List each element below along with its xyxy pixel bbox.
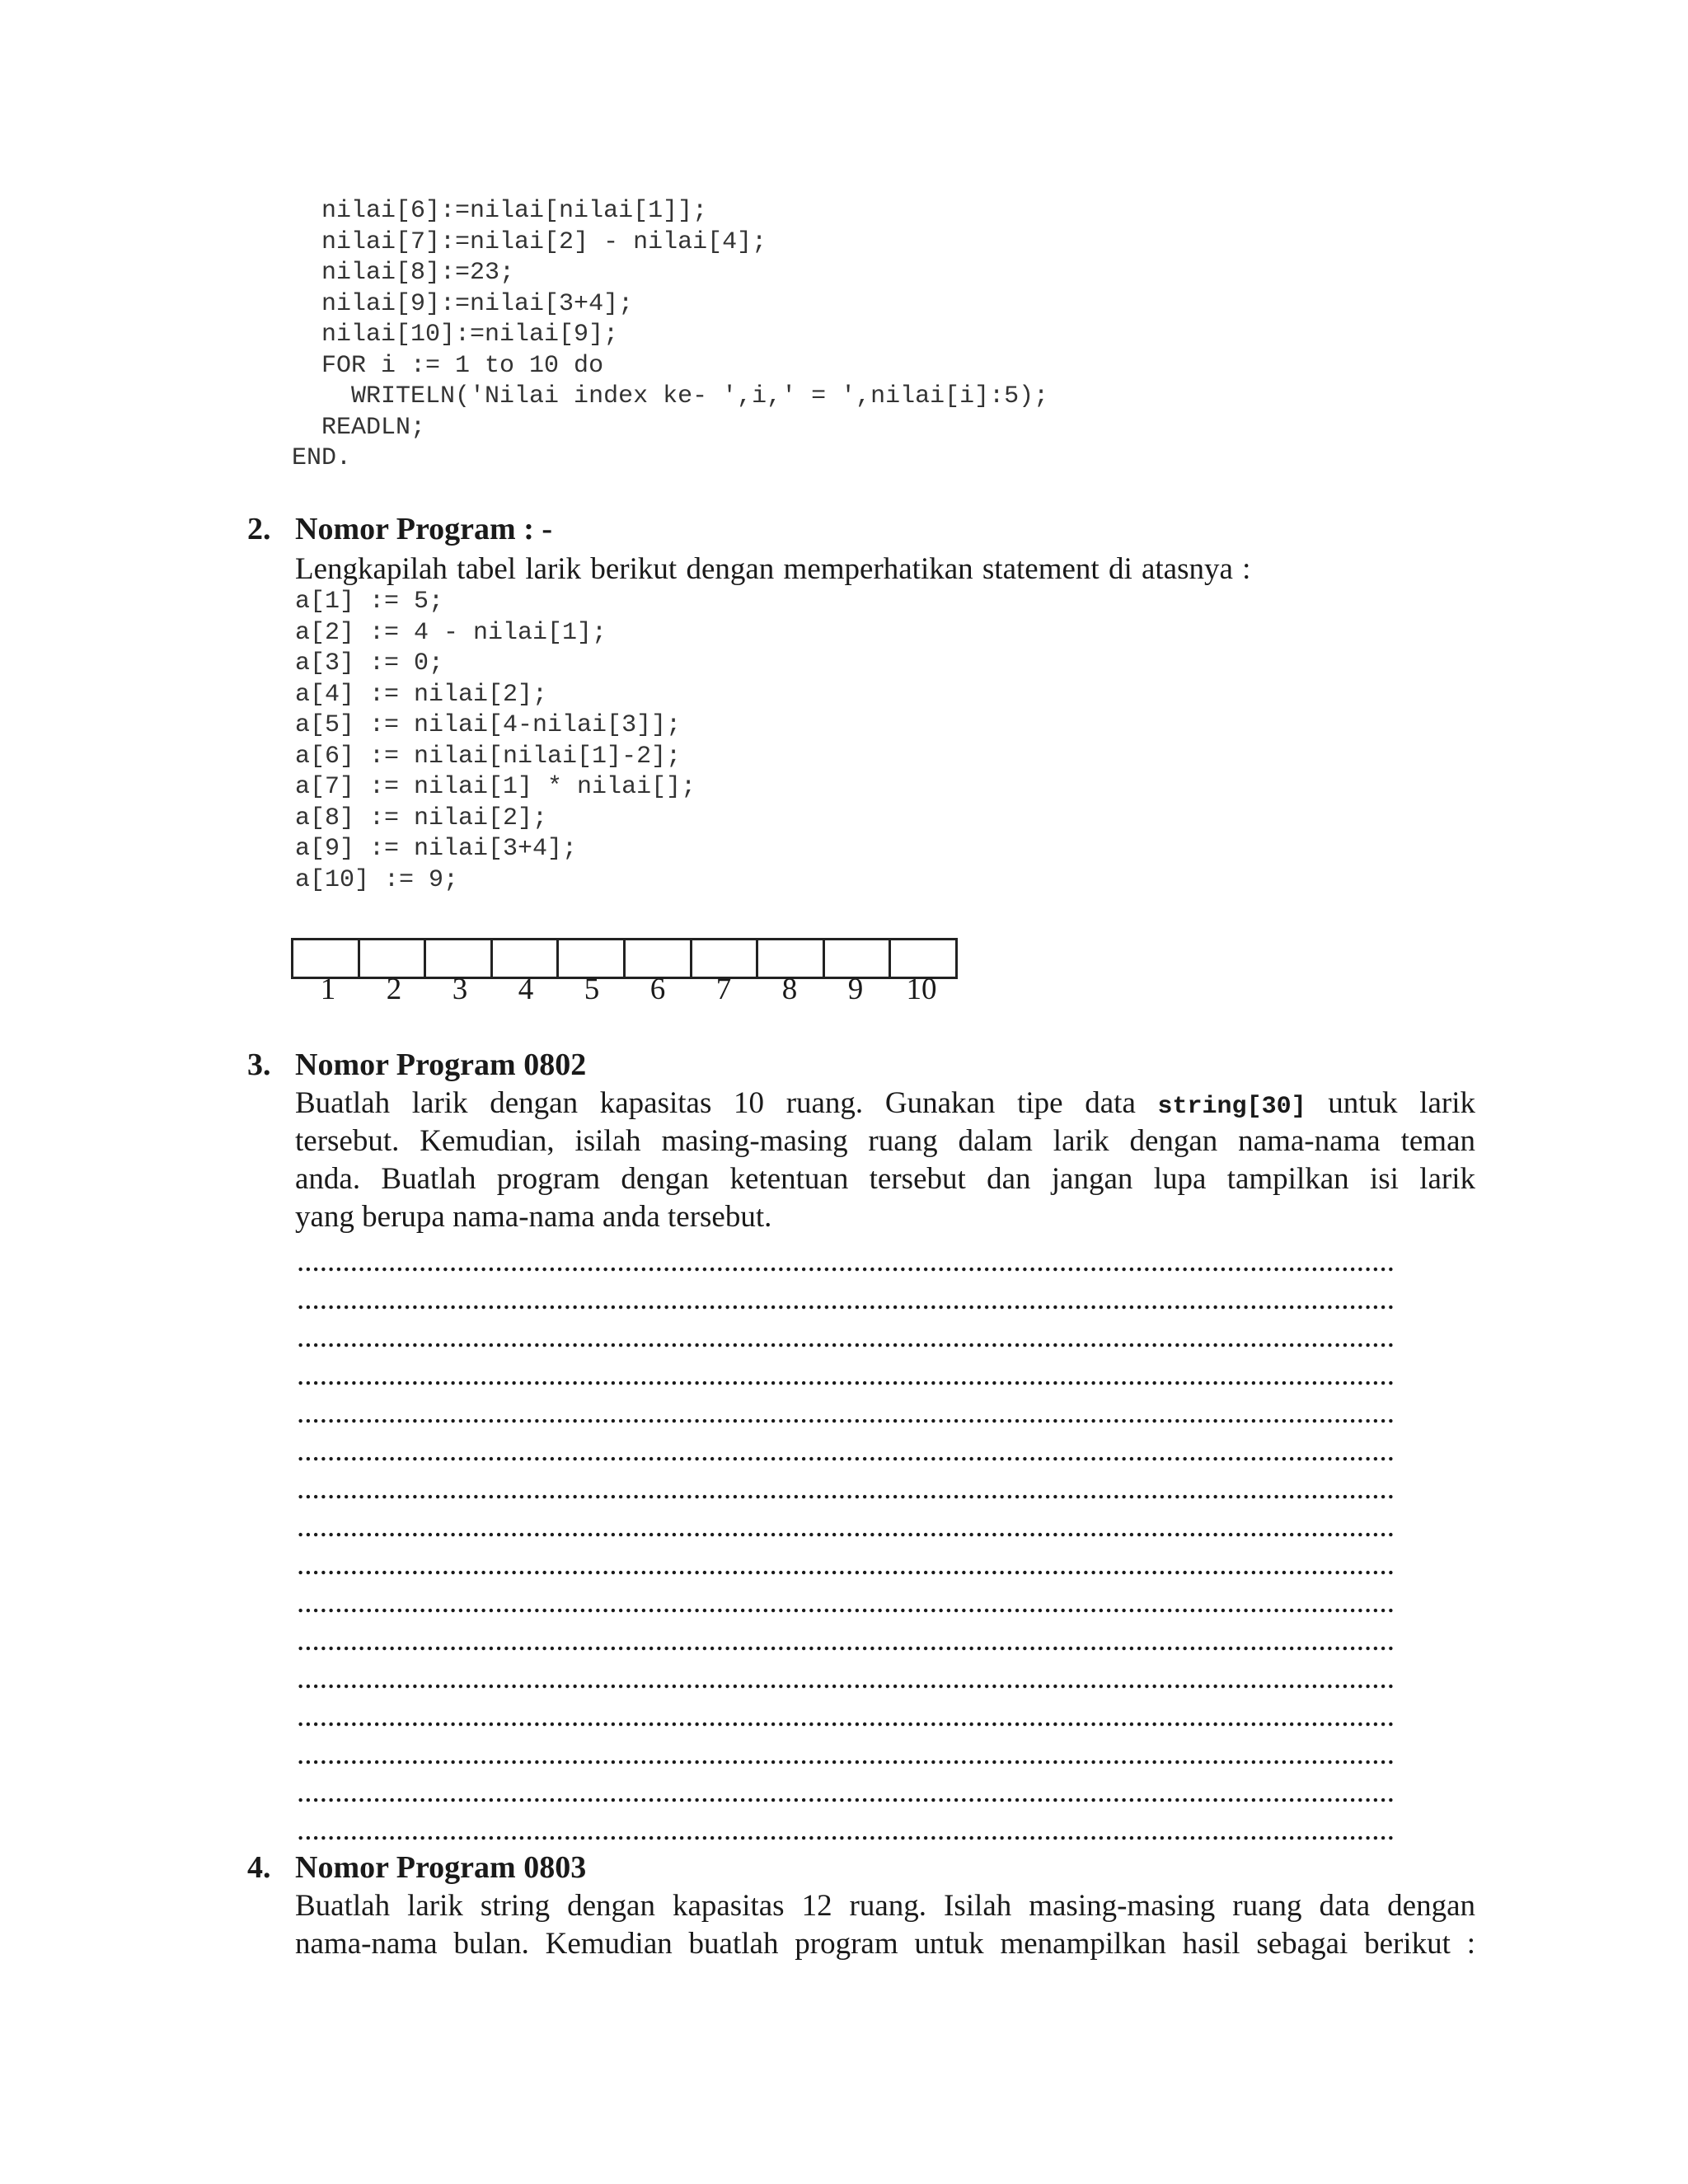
code-line: nilai[7]:=nilai[2] - nilai[4]; [262, 227, 767, 256]
code-line: a[4] := nilai[2]; [295, 680, 548, 709]
dotted-answer-line[interactable]: ................................................................................................................................................ [297, 1775, 1395, 1809]
code-line: a[9] := nilai[3+4]; [295, 835, 578, 863]
dotted-answer-line[interactable]: ................................................................................................................................................ [297, 1244, 1395, 1278]
dotted-answer-line[interactable]: ................................................................................................................................................ [297, 1699, 1395, 1733]
code-line: nilai[9]:=nilai[3+4]; [262, 289, 634, 318]
code-line: a[1] := 5; [295, 588, 444, 616]
array-index: 6 [649, 972, 666, 1006]
paragraph-line: yang berupa nama-nama anda tersebut. [295, 1200, 772, 1234]
code-line: END. [262, 444, 352, 472]
code-line: a[2] := 4 - nilai[1]; [295, 618, 607, 647]
paragraph-line [295, 1085, 1475, 1122]
dotted-answer-line[interactable]: ................................................................................................................................................ [297, 1358, 1395, 1392]
section-3-heading: Nomor Program 0802 [295, 1047, 587, 1082]
array-index: 8 [781, 972, 798, 1006]
code-line: a[5] := nilai[4-nilai[3]]; [295, 711, 682, 739]
code-line: FOR i := 1 to 10 do [262, 351, 604, 380]
dotted-answer-line[interactable]: ................................................................................................................................................ [297, 1320, 1395, 1354]
dotted-answer-line[interactable]: ................................................................................................................................................ [297, 1548, 1395, 1582]
code-line: a[8] := nilai[2]; [295, 804, 548, 832]
dotted-answer-line[interactable]: ................................................................................................................................................ [297, 1510, 1395, 1544]
array-index: 3 [452, 972, 468, 1006]
answer-dotted-lines [297, 1243, 1395, 1849]
code-line: a[10] := 9; [295, 865, 459, 894]
section-3-paragraph [295, 1085, 1475, 1236]
paragraph-text: untuk larik [1328, 1086, 1476, 1120]
section-4-number: 4. [247, 1850, 271, 1885]
paragraph-text: Buatlah larik dengan kapasitas 10 ruang. Gunakan tipe data [295, 1086, 1136, 1120]
dotted-answer-line[interactable]: ................................................................................................................................................ [297, 1661, 1395, 1695]
array-index: 1 [320, 972, 336, 1006]
dotted-answer-line[interactable]: ................................................................................................................................................ [297, 1282, 1395, 1316]
section-2-heading: Nomor Program : - [295, 512, 552, 546]
dotted-answer-line[interactable]: ................................................................................................................................................ [297, 1472, 1395, 1506]
array-index: 4 [518, 972, 534, 1006]
dotted-answer-line[interactable]: ................................................................................................................................................ [297, 1586, 1395, 1619]
section-4-paragraph [295, 1887, 1475, 1963]
code-line: a[6] := nilai[nilai[1]-2]; [295, 742, 682, 771]
code-line: WRITELN('Nilai index ke- ',i,' = ',nilai[i]:5); [262, 382, 1049, 410]
code-line: READLN; [262, 413, 426, 442]
dotted-answer-line[interactable]: ................................................................................................................................................ [297, 1624, 1395, 1657]
paragraph-line: anda. Buatlah program dengan ketentuan tersebut dan jangan lupa tampilkan isi larik [295, 1162, 1475, 1196]
section-3-number: 3. [247, 1047, 271, 1082]
section-4-heading: Nomor Program 0803 [295, 1850, 587, 1885]
inline-code: string[30] [1157, 1093, 1306, 1121]
array-index: 5 [584, 972, 600, 1006]
instruction-line: Lengkapilah tabel larik berikut dengan memperhatikan statement di atasnya : [295, 552, 1251, 586]
array-index: 2 [386, 972, 402, 1006]
array-index: 7 [715, 972, 732, 1006]
dotted-answer-line[interactable]: ................................................................................................................................................ [297, 1737, 1395, 1771]
code-line: nilai[10]:=nilai[9]; [262, 321, 619, 349]
code-block-top [262, 196, 1048, 475]
code-line: a[7] := nilai[1] * nilai[]; [295, 773, 696, 801]
code-line: nilai[6]:=nilai[nilai[1]]; [262, 197, 708, 225]
array-index: 10 [906, 972, 937, 1006]
code-block-array-assignments [295, 587, 696, 896]
paragraph-line: nama-nama bulan. Kemudian buatlah program untuk menampilkan hasil sebagai berikut : [295, 1927, 1475, 1961]
dotted-answer-line[interactable]: ................................................................................................................................................ [297, 1396, 1395, 1430]
paragraph-line: tersebut. Kemudian, isilah masing-masing ruang dalam larik dengan nama-nama teman [295, 1124, 1475, 1158]
array-index: 9 [847, 972, 864, 1006]
code-line: a[3] := 0; [295, 649, 444, 677]
code-line: nilai[8]:=23; [262, 259, 515, 287]
section-2-number: 2. [247, 512, 271, 546]
section-2-instruction [295, 551, 1475, 588]
paragraph-line: Buatlah larik string dengan kapasitas 12 ruang. Isilah masing-masing ruang data dengan [295, 1889, 1475, 1923]
array-index-labels [295, 971, 954, 1009]
dotted-answer-line[interactable]: ................................................................................................................................................ [297, 1813, 1395, 1847]
dotted-answer-line[interactable]: ................................................................................................................................................ [297, 1434, 1395, 1468]
